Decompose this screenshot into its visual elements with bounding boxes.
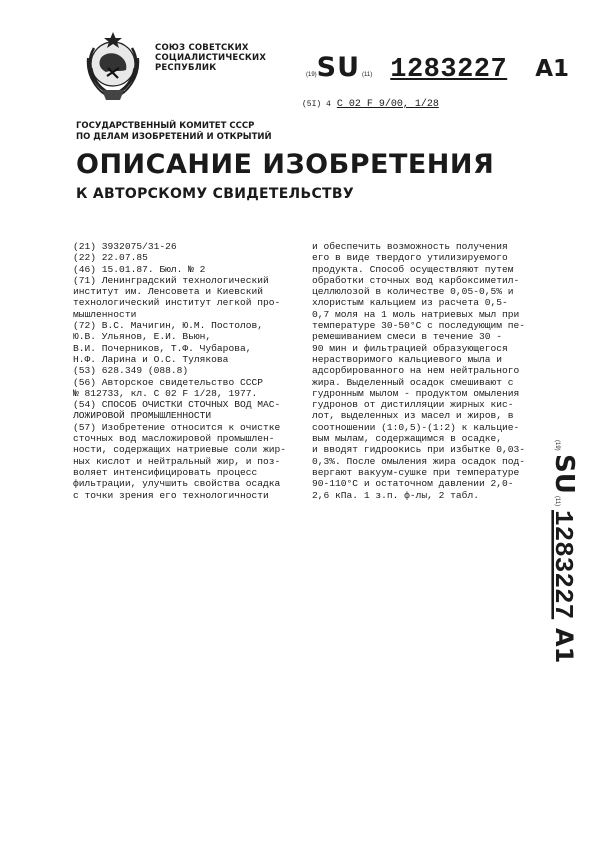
text-line: 2,6 кПа. 1 з.п. ф-лы, 2 табл. <box>312 489 479 501</box>
text-line: институт им. Ленсовета и Киевский <box>73 286 263 298</box>
text-line: мышленности <box>73 308 137 320</box>
inid-code-11: (11) <box>362 72 373 78</box>
text-line: (54) СПОСОБ ОЧИСТКИ СТОЧНЫХ ВОД МАС- <box>73 399 281 411</box>
side-code-11: (11) <box>554 496 560 507</box>
text-line: (56) Авторское свидетельство СССР <box>73 376 263 388</box>
text-line: нерастворимого кальциевого мыла и <box>312 353 502 365</box>
text-line: ЛОЖИРОВОЙ ПРОМЫШЛЕННОСТИ <box>73 410 212 422</box>
text-line: 0,7 моля на 1 моль натриевых мыл при <box>312 308 520 320</box>
text-line: жира. Выделенный осадок смешивают с <box>312 376 514 388</box>
text-line: обработки сточных вод карбоксиметил- <box>312 274 520 286</box>
ussr-emblem <box>74 28 152 106</box>
side-patent-number: 1283227 <box>548 510 578 620</box>
text-line: (57) Изобретение относится к очистке <box>73 421 281 433</box>
union-line: РЕСПУБЛИК <box>155 63 217 73</box>
text-line: и обеспечить возможность получения <box>312 241 508 252</box>
inid-code-19: (19) <box>306 72 317 78</box>
union-line: СОЦИАЛИСТИЧЕСКИХ <box>155 53 267 63</box>
text-line: № 812733, кл. С 02 F 1/28, 1977. <box>73 387 258 399</box>
text-line: (22) 22.07.85 <box>73 252 148 264</box>
ipc-classes: C 02 F 9/00, 1/28 <box>336 99 439 110</box>
text-line: 90 мин и фильтрацией образующегося <box>312 342 508 354</box>
text-line: (71) Ленинградский технологический <box>73 274 269 286</box>
text-line: сточных вод масложировой промышлен- <box>73 433 275 445</box>
text-line: технологический институт легкой про- <box>73 297 281 309</box>
kind-code: A1 <box>535 56 570 82</box>
text-line: ности, содержащих натриевые соли жир- <box>73 444 287 456</box>
text-line: 90-110°С и остаточном давлении 2,0- <box>312 478 514 490</box>
text-line: его в виде твердого утилизируемого <box>312 252 508 264</box>
text-line: соотношении (1:0,5)-(1:2) к кальцие- <box>312 421 520 433</box>
patent-identifier <box>306 52 569 85</box>
text-line: адсорбированного на нем нейтрального <box>312 365 520 377</box>
document-subtitle: К АВТОРСКОМУ СВИДЕТЕЛЬСТВУ <box>76 186 354 202</box>
document-title: ОПИСАНИЕ ИЗОБРЕТЕНИЯ <box>76 149 495 180</box>
text-line: с точки зрения его технологичности <box>73 489 269 501</box>
bibliographic-column <box>73 241 305 501</box>
text-line: ремешиванием смеси в течение 30 - <box>312 331 502 343</box>
union-name <box>155 43 266 73</box>
text-line: вергают вакуум-сушке при температуре <box>312 466 520 478</box>
text-line: продукта. Способ осуществляют путем <box>312 263 514 275</box>
country-code: SU <box>316 52 361 83</box>
committee-line: ГОСУДАРСТВЕННЫЙ КОМИТЕТ СССР <box>76 121 255 131</box>
text-line: (46) 15.01.87. Бюл. № 2 <box>73 263 206 275</box>
text-line: (53) 628.349 (088.8) <box>73 365 189 377</box>
committee <box>76 121 272 143</box>
side-country-code: SU <box>549 454 579 494</box>
text-line: В.И. Почерников, Т.Ф. Чубарова, <box>73 342 252 354</box>
text-line: воляет интенсифицировать процесс <box>73 466 258 478</box>
patent-number: 1283227 <box>390 55 508 85</box>
text-line: и вводят гидроокись при избытке 0,03- <box>312 444 526 456</box>
side-patent-stamp <box>544 440 600 665</box>
text-line: целлюлозой в количестве 0,05-0,5% и <box>312 286 514 298</box>
abstract-column <box>312 241 548 501</box>
text-line: температуре 30-50°С с последующим пе- <box>312 320 526 332</box>
text-line: (72) В.С. Мачигин, Ю.М. Постолов, <box>73 320 263 332</box>
text-line: гудронным мылом - продуктом омыления <box>312 387 520 399</box>
text-line: 0,3%. После омыления жира осадок под- <box>312 455 526 467</box>
side-kind-code: A1 <box>550 628 578 664</box>
union-line: СОЮЗ СОВЕТСКИХ <box>155 43 249 53</box>
text-line: Н.Ф. Ларина и О.С. Тулякова <box>73 353 229 365</box>
text-line: лот, выделенных из масел и жиров, в <box>312 410 514 422</box>
text-line: вым мылам, содержащимся в осадке, <box>312 433 502 445</box>
inid-code-51: (5I) 4 <box>302 100 331 109</box>
classification <box>302 99 439 110</box>
committee-line: ПО ДЕЛАМ ИЗОБРЕТЕНИЙ И ОТКРЫТИЙ <box>76 132 272 142</box>
text-line: фильтрации, улучшить свойства осадка <box>73 478 281 490</box>
text-line: (21) 3932075/31-26 <box>73 241 177 252</box>
text-line: хлористым кальцием из расчета 0,5- <box>312 297 508 309</box>
text-line: Ю.В. Ульянов, Е.И. Вьюн, <box>73 331 212 343</box>
text-line: ных кислот и нейтральный жир, и поз- <box>73 455 281 467</box>
text-line: гудронов от дистилляции жирных кис- <box>312 399 514 411</box>
side-code-19: (19) <box>554 440 560 451</box>
